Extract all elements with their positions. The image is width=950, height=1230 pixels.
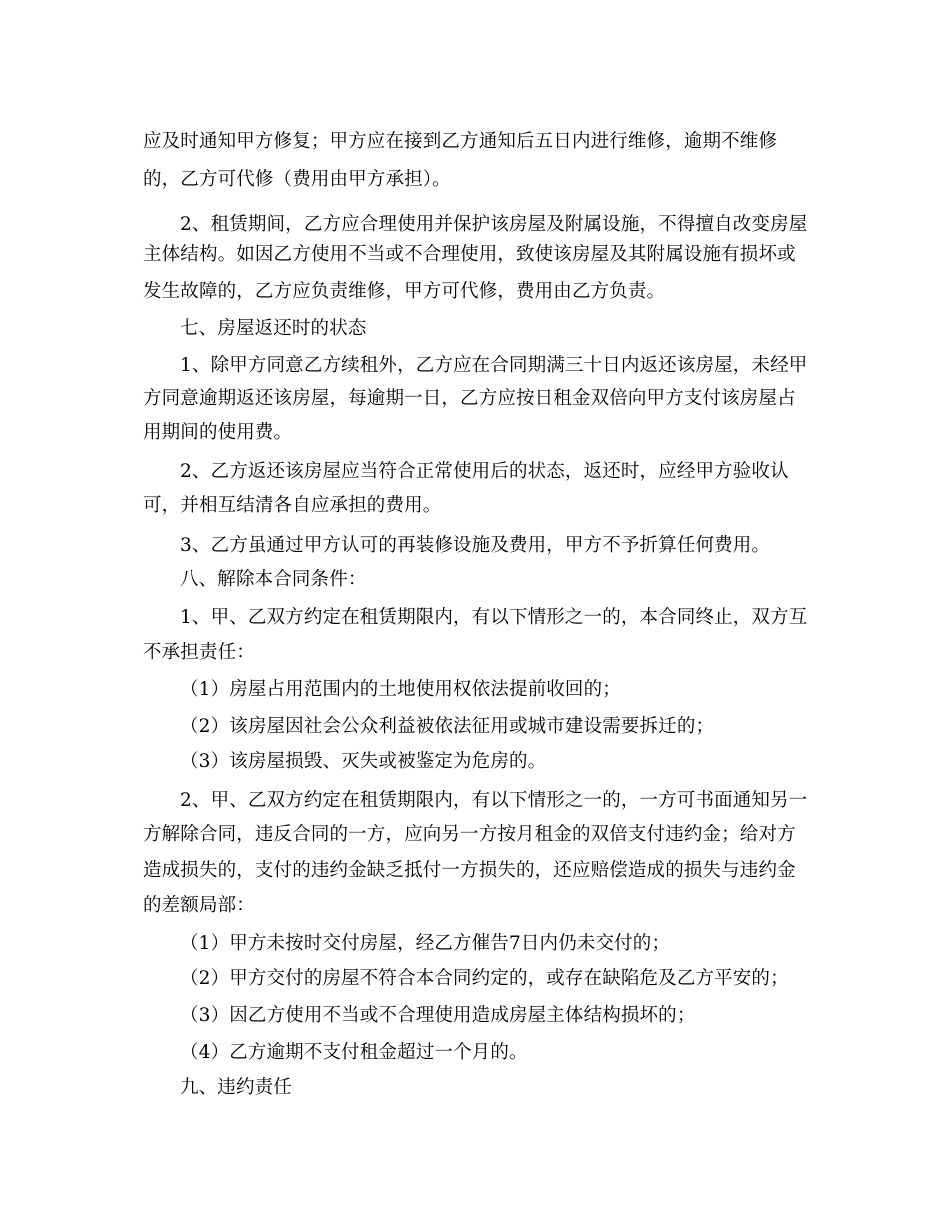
list-item: （3）因乙方使用不当或不合理使用造成房屋主体结构损坏的；	[180, 1005, 696, 1026]
section-heading: 七、房屋返还时的状态	[180, 318, 367, 339]
text-line: 用期间的使用费。	[143, 422, 293, 443]
text-line: 2、租赁期间，乙方应合理使用并保护该房屋及附属设施，不得擅自改变房屋	[180, 214, 808, 235]
text-line: 3、乙方虽通过甲方认可的再装修设施及费用，甲方不予折算任何费用。	[180, 535, 771, 556]
text-line: 2、乙方返还该房屋应当符合正常使用后的状态，返还时，应经甲方验收认	[180, 461, 789, 482]
text-line: 发生故障的，乙方应负责维修，甲方可代修，费用由乙方负责。	[143, 281, 666, 302]
text-line: 不承担责任：	[143, 642, 255, 663]
list-item: （2）甲方交付的房屋不符合本合同约定的，或存在缺陷危及乙方平安的；	[180, 968, 789, 989]
text-line: 应及时通知甲方修复；甲方应在接到乙方通知后五日内进行维修，逾期不维修	[143, 131, 778, 152]
text-line: 方解除合同，违反合同的一方，应向另一方按月租金的双倍支付违约金；给对方	[143, 824, 796, 845]
list-item: （3）该房屋损毁、灭失或被鉴定为危房的。	[180, 751, 547, 772]
list-item: （4）乙方逾期不支付租金超过一个月的。	[180, 1042, 528, 1063]
text-line: 方同意逾期返还该房屋，每逾期一日，乙方应按日租金双倍向甲方支付该房屋占	[143, 388, 796, 409]
list-item: （1）甲方未按时交付房屋，经乙方催告7日内仍未交付的；	[180, 933, 671, 954]
text-line: 的差额局部：	[143, 895, 255, 916]
list-item: （1）房屋占用范围内的土地使用权依法提前收回的；	[180, 679, 621, 700]
text-line: 1、除甲方同意乙方续租外，乙方应在合同期满三十日内返还该房屋，未经甲	[180, 355, 808, 376]
text-line: 1、甲、乙双方约定在租赁期限内，有以下情形之一的，本合同终止，双方互	[180, 607, 808, 628]
text-line: 2、甲、乙双方约定在租赁期限内，有以下情形之一的，一方可书面通知另一	[180, 790, 808, 811]
list-item: （2）该房屋因社会公众利益被依法征用或城市建设需要拆迁的；	[180, 716, 715, 737]
section-heading: 八、解除本合同条件：	[180, 569, 367, 590]
text-line: 的，乙方可代修（费用由甲方承担）。	[143, 169, 451, 190]
text-line: 可，并相互结清各自应承担的费用。	[143, 495, 442, 516]
text-line: 主体结构。如因乙方使用不当或不合理使用，致使该房屋及其附属设施有损坏或	[143, 244, 796, 265]
section-heading: 九、违约责任	[180, 1077, 292, 1098]
text-line: 造成损失的，支付的违约金缺乏抵付一方损失的，还应赔偿造成的损失与违约金	[143, 860, 796, 881]
